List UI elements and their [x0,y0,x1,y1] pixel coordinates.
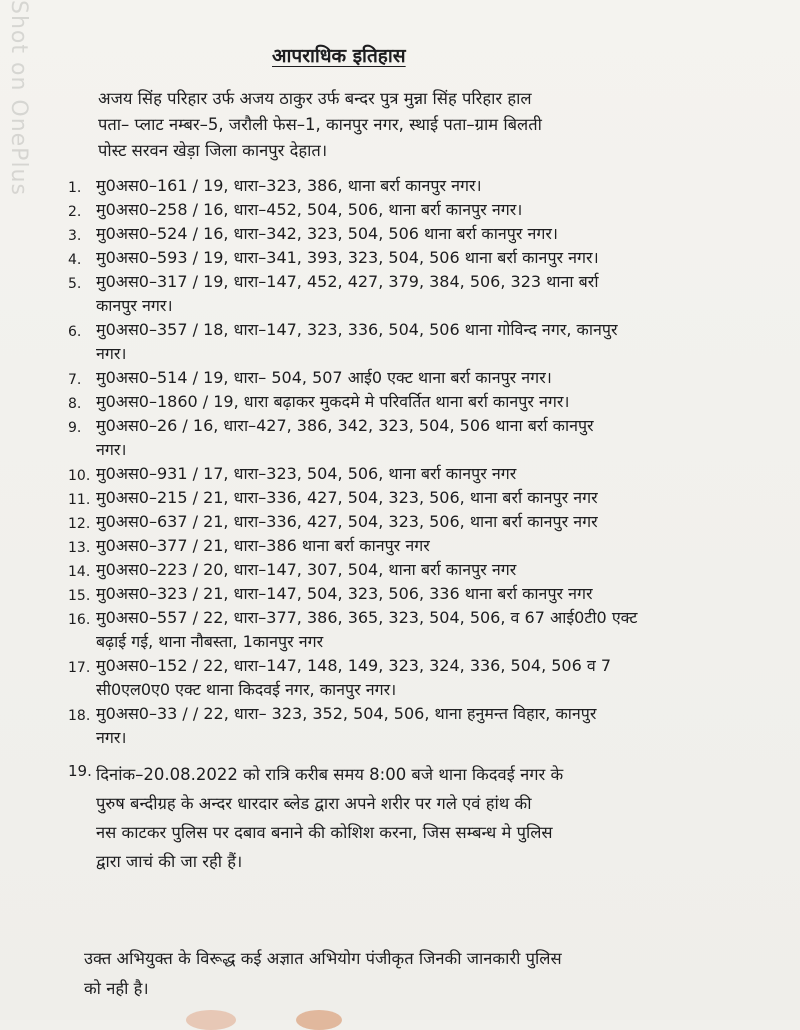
case-text: मु0अस0–557 / 22, धारा–377, 386, 365, 323, 504, 506, व 67 आई0टी0 एक्ट [96,608,638,627]
case-text: मु0अस0–514 / 19, धारा– 504, 507 आई0 एक्ट थाना बर्रा कानपुर नगर। [96,368,552,387]
case-item [68,318,768,366]
case-item [68,486,768,510]
page-title: आपराधिक इतिहास [272,45,406,67]
case-number: 14. [68,564,91,580]
case-item [68,702,768,750]
case-text: मु0अस0–33 / / 22, धारा– 323, 352, 504, 506, थाना हनुमन्त विहार, कानपुर [96,704,597,723]
case-text: मु0अस0–215 / 21, धारा–336, 427, 504, 323, 506, थाना बर्रा कानपुर नगर [96,488,598,507]
case-number: 11. [68,492,91,508]
case-text: मु0अस0–931 / 17, धारा–323, 504, 506, थाना बर्रा कानपुर नगर [96,464,517,483]
case-item [68,582,768,606]
case-item [68,198,768,222]
case-item [68,534,768,558]
case-number: 8. [68,396,82,412]
case-text: मु0अस0–377 / 21, धारा–386 थाना बर्रा कानपुर नगर [96,536,430,555]
case-text: मु0अस0–323 / 21, धारा–147, 504, 323, 506, 336 थाना बर्रा कानपुर नगर [96,584,593,603]
incident-text: पुरुष बन्दीग्रह के अन्दर धारदार ब्लेड द्वारा अपने शरीर पर गले एवं हांथ की [96,794,532,813]
case-text: नगर। [96,344,127,363]
case-text: मु0अस0–593 / 19, धारा–341, 393, 323, 504, 506 थाना बर्रा कानपुर नगर। [96,248,599,267]
case-number: 16. [68,612,91,628]
closing-note [84,944,724,1004]
case-number: 5. [68,276,82,292]
case-text: कानपुर नगर। [96,296,173,315]
case-number: 7. [68,372,82,388]
intro-line: अजय सिंह परिहार उर्फ अजय ठाकुर उर्फ बन्दर पुत्र मुन्ना सिंह परिहार हाल [98,89,532,108]
case-number: 17. [68,660,91,676]
case-item [68,414,768,462]
case-item [68,390,768,414]
case-number: 9. [68,420,82,436]
accused-details [98,86,658,164]
case-item [68,246,768,270]
case-text: सी0एल0ए0 एक्ट थाना किदवई नगर, कानपुर नगर। [96,680,397,699]
stamp-mark [296,1010,342,1030]
camera-watermark: Shot on OnePlus [6,0,31,196]
case-text: बढ़ाई गई, थाना नौबस्ता, 1कानपुर नगर [96,632,324,651]
case-number: 12. [68,516,91,532]
case-number: 13. [68,540,91,556]
case-number: 19. [68,762,92,780]
case-item [68,654,768,702]
closing-line: उक्त अभियुक्त के विरूद्ध कई अज्ञात अभियोग पंजीकृत जिनकी जानकारी पुलिस [84,949,562,968]
case-text: मु0अस0–637 / 21, धारा–336, 427, 504, 323, 506, थाना बर्रा कानपुर नगर [96,512,598,531]
case-text: नगर। [96,728,127,747]
case-item [68,510,768,534]
case-number: 2. [68,204,82,220]
case-number: 18. [68,708,91,724]
case-text: मु0अस0–152 / 22, धारा–147, 148, 149, 323, 324, 336, 504, 506 व 7 [96,656,612,675]
case-list [68,174,768,876]
incident-text: द्वारा जाचं की जा रही हैं। [96,852,243,871]
case-text: मु0अस0–161 / 19, धारा–323, 386, थाना बर्रा कानपुर नगर। [96,176,482,195]
case-number: 15. [68,588,91,604]
case-text: मु0अस0–357 / 18, धारा–147, 323, 336, 504, 506 थाना गोविन्द नगर, कानपुर [96,320,618,339]
case-number: 1. [68,180,82,196]
case-number: 3. [68,228,82,244]
case-number: 10. [68,468,91,484]
case-item [68,366,768,390]
case-number: 4. [68,252,82,268]
incident-text: दिनांक–20.08.2022 को रात्रि करीब समय 8:00 बजे थाना किदवई नगर के [96,765,564,784]
case-item [68,558,768,582]
case-item [68,222,768,246]
incident-text: नस काटकर पुलिस पर दबाव बनाने की कोशिश करना, जिस सम्बन्ध मे पुलिस [96,823,553,842]
case-item [68,174,768,198]
case-text: मु0अस0–26 / 16, धारा–427, 386, 342, 323, 504, 506 थाना बर्रा कानपुर [96,416,594,435]
incident-item [68,760,768,876]
case-item [68,270,768,318]
case-number: 6. [68,324,82,340]
case-text: मु0अस0–1860 / 19, धारा बढ़ाकर मुकदमे मे परिवर्तित थाना बर्रा कानपुर नगर। [96,392,570,411]
bottom-edge-decoration [0,1006,800,1020]
case-text: मु0अस0–317 / 19, धारा–147, 452, 427, 379, 384, 506, 323 थाना बर्रा [96,272,599,291]
intro-line: पोस्ट सरवन खेड़ा जिला कानपुर देहात। [98,141,328,160]
case-text: मु0अस0–258 / 16, धारा–452, 504, 506, थाना बर्रा कानपुर नगर। [96,200,523,219]
stamp-mark [186,1010,236,1030]
case-text: नगर। [96,440,127,459]
case-item [68,606,768,654]
intro-line: पता– प्लाट नम्बर–5, जरौली फेस–1, कानपुर नगर, स्थाई पता–ग्राम बिलती [98,115,542,134]
case-text: मु0अस0–524 / 16, धारा–342, 323, 504, 506 थाना बर्रा कानपुर नगर। [96,224,558,243]
case-text: मु0अस0–223 / 20, धारा–147, 307, 504, थाना बर्रा कानपुर नगर [96,560,517,579]
case-item [68,462,768,486]
closing-line: को नही है। [84,979,149,998]
